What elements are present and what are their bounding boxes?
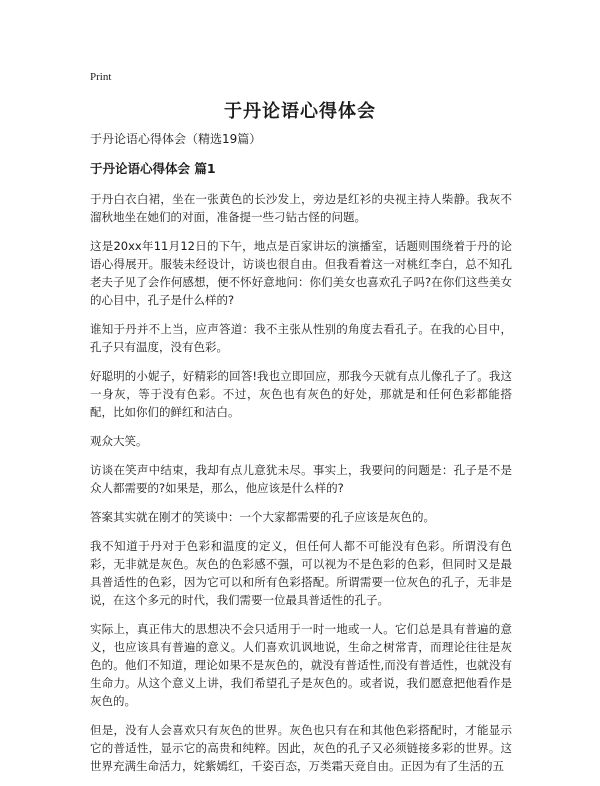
paragraph: 好聪明的小妮子，好精彩的回答!我也立即回应，那我今天就有点儿像孔子了。我这一身灰，等于没有色彩。不过，灰色也有灰色的好处，那就是和任何色彩都能搭配，比如你们的鲜红和洁白。: [90, 369, 512, 419]
print-link[interactable]: Print: [90, 71, 112, 83]
paragraph: 我不知道于丹对于色彩和温度的定义，但任何人都不可能没有色彩。所谓没有色彩，无非就是灰色。灰色的色彩感不强，可以视为不是色彩的色彩，但同时又是最具普适性的色彩，因为它可以和所有色彩搭配。所谓需要一位灰色的孔子，无非是说，在这个多元的时代，我们需要一位最具普适性的孔子。: [90, 539, 512, 607]
paragraph: 但是，没有人会喜欢只有灰色的世界。灰色也只有在和其他色彩搭配时，才能显示它的普适性，显示它的高贵和纯粹。因此，灰色的孔子又必须链接多彩的世界。这世界充满生命活力，姹紫嫣红，千姿百态，万类霜天竞自由。正因为有了生活的五: [90, 723, 512, 773]
document-body: [90, 130, 512, 786]
paragraph: 答案其实就在刚才的笑谈中：一个大家都需要的孔子应该是灰色的。: [90, 510, 435, 524]
paragraph: 于丹白衣白裙，坐在一张黄色的长沙发上，旁边是红衫的央视主持人柴静。我灰不溜秋地坐在她们的对面，准备提一些刁钻古怪的问题。: [90, 192, 512, 224]
document-subtitle: 于丹论语心得体会（精选19篇）: [90, 132, 262, 146]
paragraph: 观众大笑。: [90, 434, 148, 448]
paragraph: 实际上，真正伟大的思想决不会只适用于一时一地或一人。它们总是具有普遍的意义，也应该具有普遍的意义。人们喜欢讥讽地说，生命之树常青，而理论往往是灰色的。他们不知道，理论如果不是灰色的，就没有普适性,而没有普适性，也就没有生命力。从这个意义上讲，我们希望孔子是灰色的。或者说，我们愿意把他看作是灰色的。: [90, 622, 512, 708]
paragraph: 访谈在笑声中结束，我却有点儿意犹未尽。事实上，我要问的问题是：孔子是不是众人都需要的?如果是，那么，他应该是什么样的?: [90, 463, 512, 495]
paragraph: 这是20xx年11月12日的下午，地点是百家讲坛的演播室，话题则围绕着于丹的论语心得展开。服装未经设计，访谈也很自由。但我看着这一对桃红李白，总不知孔老夫子见了会作何感想，便不怀好意地问：你们美女也喜欢孔子吗?在你们这些美女的心目中，孔子是什么样的?: [90, 239, 512, 307]
document-title: 于丹论语心得体会: [224, 101, 376, 122]
section-heading: 于丹论语心得体会 篇1: [90, 161, 216, 176]
paragraph: 谁知于丹并不上当，应声答道：我不主张从性别的角度去看孔子。在我的心目中，孔子只有温度，没有色彩。: [90, 322, 512, 354]
